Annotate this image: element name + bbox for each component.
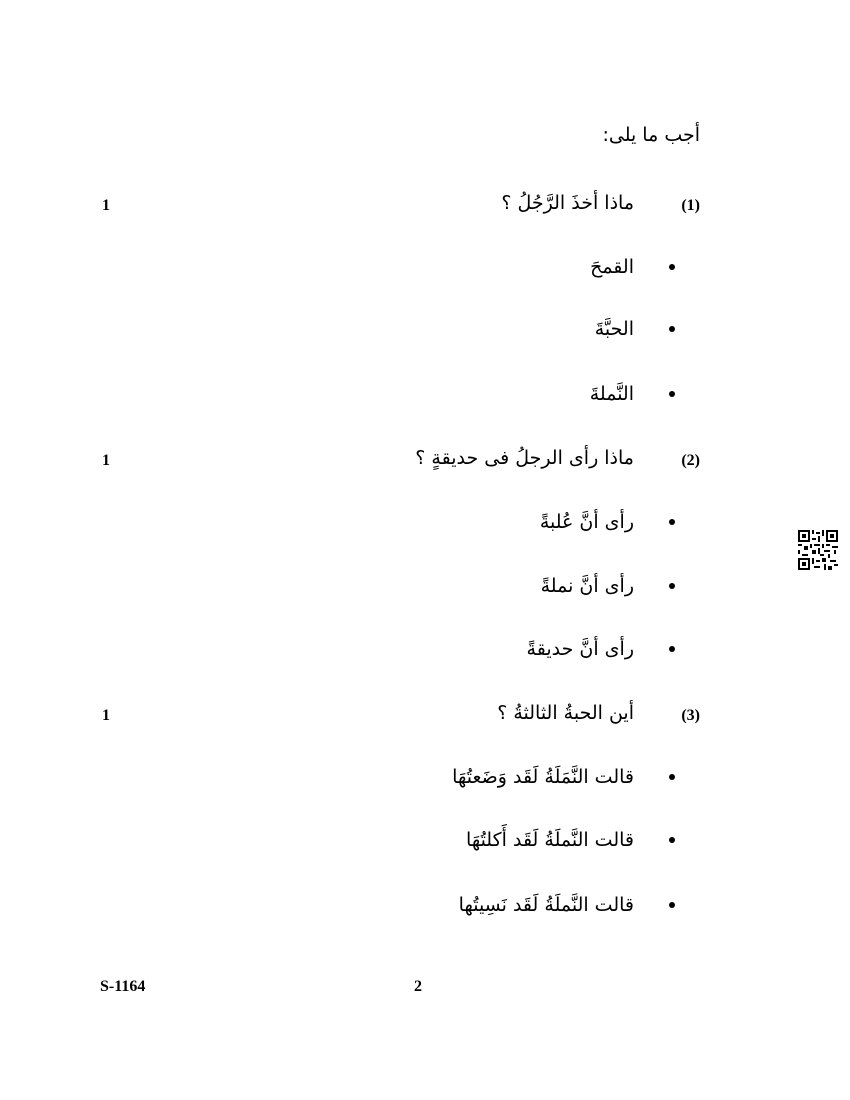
option-item — [590, 383, 634, 405]
question-marks: 1 — [102, 707, 110, 724]
option-text: رأى أنَّ حديقةً — [526, 638, 634, 660]
option-text: رأى أنَّ عُلبةً — [539, 511, 634, 533]
option-item — [527, 638, 634, 660]
page-number: 2 — [414, 978, 422, 995]
option-text: النَّملةَ — [589, 383, 634, 405]
bullet-icon — [669, 646, 675, 652]
question-number: (1) — [681, 197, 700, 214]
option-item — [541, 575, 634, 597]
option-text: قالت النَّمَلَةُ لَقَد وَضَعتُهَا — [452, 766, 634, 788]
instruction: أجب ما يلى: — [602, 124, 700, 146]
bullet-icon — [669, 837, 675, 843]
question-text: أين الحبةُ الثالثةُ ؟ — [497, 702, 634, 724]
option-item — [590, 256, 634, 278]
question-text: ماذا رأى الرجلُ فى حديقةٍ ؟ — [415, 447, 634, 469]
option-item — [540, 511, 634, 533]
option-item — [466, 829, 634, 851]
bullet-icon — [669, 264, 675, 270]
question-marks: 1 — [102, 197, 110, 214]
bullet-icon — [669, 774, 675, 780]
bullet-icon — [669, 902, 675, 908]
option-item — [452, 766, 634, 788]
bullet-icon — [669, 583, 675, 589]
qr-code-icon — [798, 530, 838, 570]
bullet-icon — [669, 326, 675, 332]
option-item — [595, 318, 634, 340]
option-text: قالت النَّملَةُ لَقَد أَكلتُهَا — [466, 829, 634, 851]
option-text: رأى أنَّ نملةً — [540, 575, 634, 597]
question-number: (2) — [681, 452, 700, 469]
option-item — [459, 894, 634, 916]
question-text: ماذا أخذَ الرَّجُلُ ؟ — [501, 192, 634, 214]
option-text: القمحَ — [590, 256, 634, 278]
option-text: قالت النَّملَةُ لَقَد نَسِيتُها — [458, 894, 634, 916]
footer-code: S-1164 — [100, 978, 146, 995]
question-number: (3) — [681, 707, 700, 724]
bullet-icon — [669, 391, 675, 397]
question-marks: 1 — [102, 452, 110, 469]
bullet-icon — [669, 519, 675, 525]
option-text: الحبَّةَ — [594, 318, 634, 340]
